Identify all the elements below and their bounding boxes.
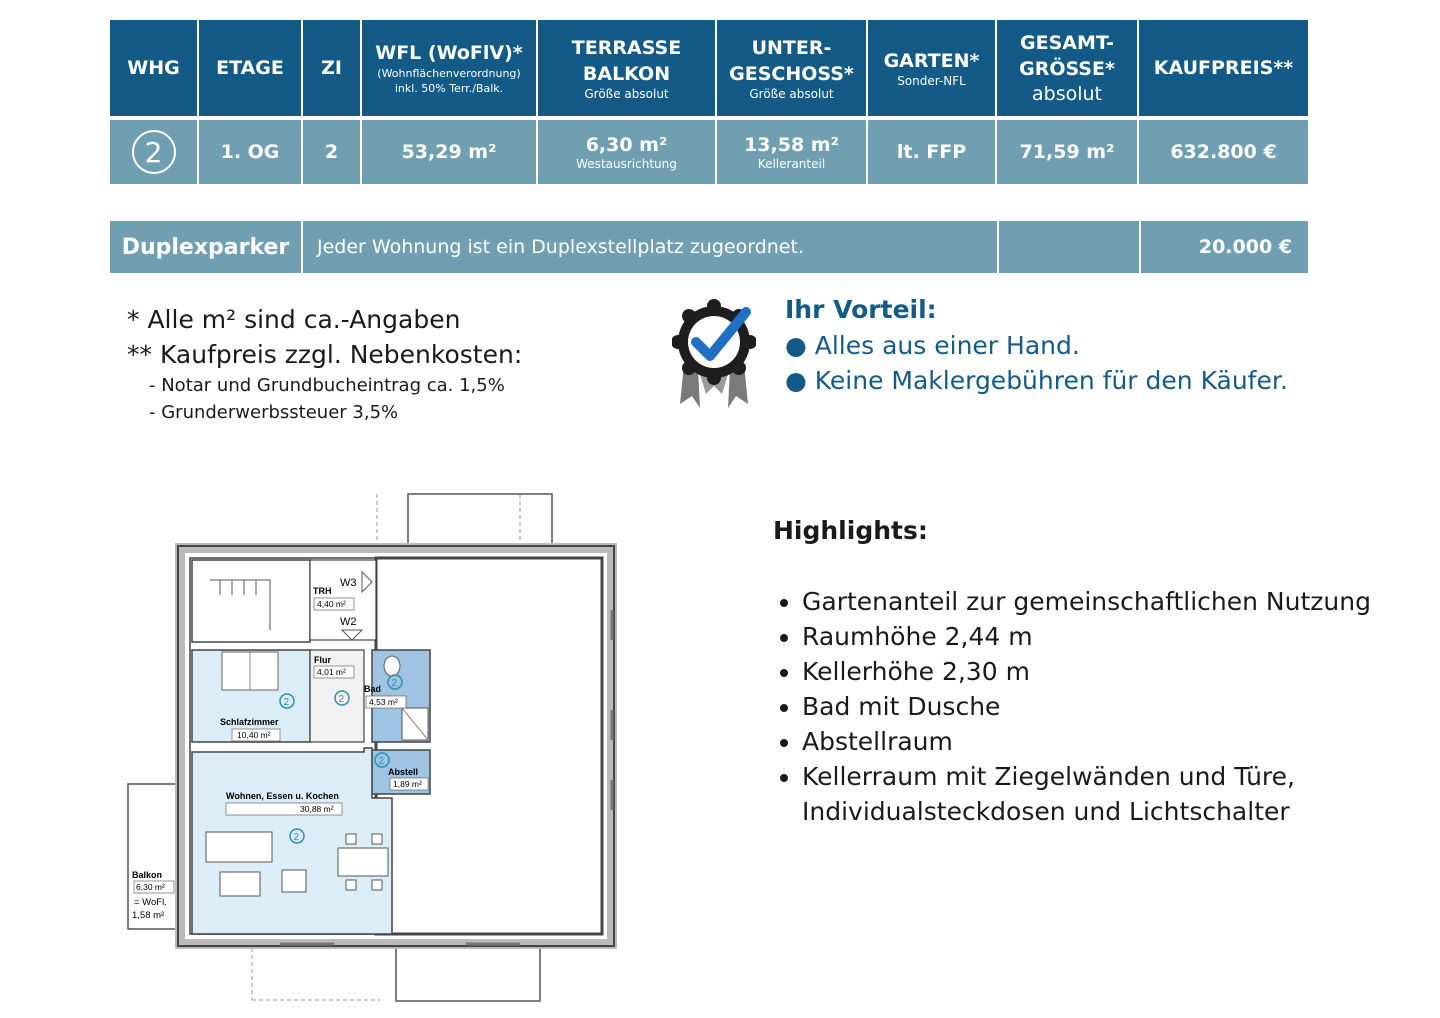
room-area: 10,40 m² xyxy=(237,730,271,740)
duplexparker-row xyxy=(110,221,1308,273)
note-subline: - Grunderwerbssteuer 3,5% xyxy=(149,402,399,423)
balcony-bottom xyxy=(396,946,540,1001)
header-label: KAUFPREIS** xyxy=(1153,57,1294,79)
col-header-terrasse xyxy=(538,20,717,116)
value-sub: Westausrichtung xyxy=(576,156,677,171)
room-label: TRH xyxy=(313,586,332,596)
highlight-item: • Bad mit Dusche xyxy=(802,689,1371,724)
value-sub: Kelleranteil xyxy=(757,156,826,171)
advantage-section xyxy=(785,292,1288,398)
header-sublabel: Größe absolut xyxy=(584,86,669,101)
room-note: = WoFl. xyxy=(134,897,167,908)
header-sublabel: Größe absolut xyxy=(749,86,834,101)
col-header-etage xyxy=(199,20,303,116)
header-label: TERRASSE BALKON xyxy=(571,36,682,85)
unit-marker: 2 xyxy=(391,678,398,689)
unit-marker: 2 xyxy=(338,694,345,705)
header-sublabel: (Wohnflächenverordnung) inkl. 50% Terr./Balk. xyxy=(377,67,521,95)
col-header-garten xyxy=(868,20,997,116)
header-sublabel: Sonder-NFL xyxy=(897,73,966,88)
cell-untergeschoss xyxy=(717,120,868,184)
stairwell xyxy=(192,560,310,642)
note-line: * Alle m² sind ca.-Angaben xyxy=(127,305,461,334)
cell-whg xyxy=(110,120,199,184)
cell-wfl xyxy=(362,120,538,184)
duplex-label: Duplexparker xyxy=(110,221,303,273)
room-label: Balkon xyxy=(132,870,163,880)
room-area: 4,01 m² xyxy=(317,667,346,677)
cell-gesamt xyxy=(997,120,1139,184)
cell-garten xyxy=(868,120,997,184)
room-label: Bad xyxy=(364,684,382,694)
price-table-header xyxy=(110,20,1308,116)
door-label-w3: W3 xyxy=(340,577,357,589)
cell-zi xyxy=(303,120,362,184)
header-label: WHG xyxy=(127,57,180,79)
header-label: GESAMT- GRÖSSE* xyxy=(1019,32,1115,80)
unit-number-circle xyxy=(132,130,176,174)
highlight-item: • Kellerraum mit Ziegelwänden und Türe, xyxy=(802,759,1371,794)
door-label-w2: W2 xyxy=(340,616,357,628)
room-area: 4,53 m² xyxy=(369,697,398,707)
value: 6,30 m² xyxy=(585,133,668,156)
highlight-item: • Kellerhöhe 2,30 m xyxy=(802,654,1371,689)
col-header-whg xyxy=(110,20,199,116)
value: 2 xyxy=(324,141,339,163)
price-table-row xyxy=(110,120,1308,184)
cell-terrasse xyxy=(538,120,717,184)
value: 71,59 m² xyxy=(1019,141,1115,163)
col-header-gesamt xyxy=(997,20,1139,116)
highlight-item: Individualsteckdosen und Lichtschalter xyxy=(802,797,1290,826)
duplex-empty-cell xyxy=(999,221,1141,273)
note-subline: - Notar und Grundbucheintrag ca. 1,5% xyxy=(149,375,505,396)
footnotes xyxy=(127,302,522,426)
unit-marker: 2 xyxy=(283,697,290,708)
highlights-section xyxy=(773,512,1371,829)
room-label: Wohnen, Essen u. Kochen xyxy=(226,791,339,801)
balcony-top xyxy=(408,494,552,546)
col-header-untergeschoss xyxy=(717,20,868,116)
value: 13,58 m² xyxy=(744,133,839,156)
col-header-wfl xyxy=(362,20,538,116)
unit-number: 2 xyxy=(144,135,163,169)
floor-plan xyxy=(120,490,620,1005)
header-label: UNTER- GESCHOSS* xyxy=(729,36,854,85)
cell-kaufpreis xyxy=(1139,120,1308,184)
unit-marker: 2 xyxy=(378,756,385,767)
header-sublabel: absolut xyxy=(1032,83,1102,105)
value: 632.800 € xyxy=(1170,141,1277,163)
duplex-price: 20.000 € xyxy=(1141,221,1308,273)
checkmark-badge-icon xyxy=(672,298,756,410)
note-line: ** Kaufpreis zzgl. Nebenkosten: xyxy=(127,340,523,369)
value: lt. FFP xyxy=(896,141,967,163)
room-area: 1,58 m² xyxy=(132,910,165,921)
value: 53,29 m² xyxy=(401,141,497,163)
unit-marker: 2 xyxy=(293,832,300,843)
highlight-item: • Raumhöhe 2,44 m xyxy=(802,619,1371,654)
header-label: ETAGE xyxy=(216,57,284,79)
room-label: Abstell xyxy=(388,767,419,777)
col-header-kaufpreis xyxy=(1139,20,1308,116)
value: 1. OG xyxy=(220,141,280,163)
advantage-title: Ihr Vorteil: xyxy=(785,295,937,324)
room-area: 1,89 m² xyxy=(393,779,422,789)
advantage-item: ● Alles aus einer Hand. xyxy=(785,331,1080,360)
highlights-list xyxy=(773,584,1371,829)
header-label: WFL (WoFlV)* xyxy=(375,42,523,64)
highlight-item: • Gartenanteil zur gemeinschaftlichen Nutzung xyxy=(802,584,1371,619)
header-label: ZI xyxy=(321,57,342,79)
room-area: 30,88 m² xyxy=(300,804,334,814)
room-label: Flur xyxy=(314,655,331,665)
cell-etage xyxy=(199,120,303,184)
highlights-title: Highlights: xyxy=(773,516,928,545)
header-label: GARTEN* xyxy=(883,49,980,72)
advantage-item: ● Keine Maklergebühren für den Käufer. xyxy=(785,366,1288,395)
highlight-item: • Abstellraum xyxy=(802,724,1371,759)
room-area: 4,40 m² xyxy=(317,599,346,609)
duplex-text: Jeder Wohnung ist ein Duplexstellplatz zugeordnet. xyxy=(303,221,999,273)
col-header-zi xyxy=(303,20,362,116)
room-area: 6,30 m² xyxy=(136,882,165,892)
room-label: Schlafzimmer xyxy=(220,717,279,727)
